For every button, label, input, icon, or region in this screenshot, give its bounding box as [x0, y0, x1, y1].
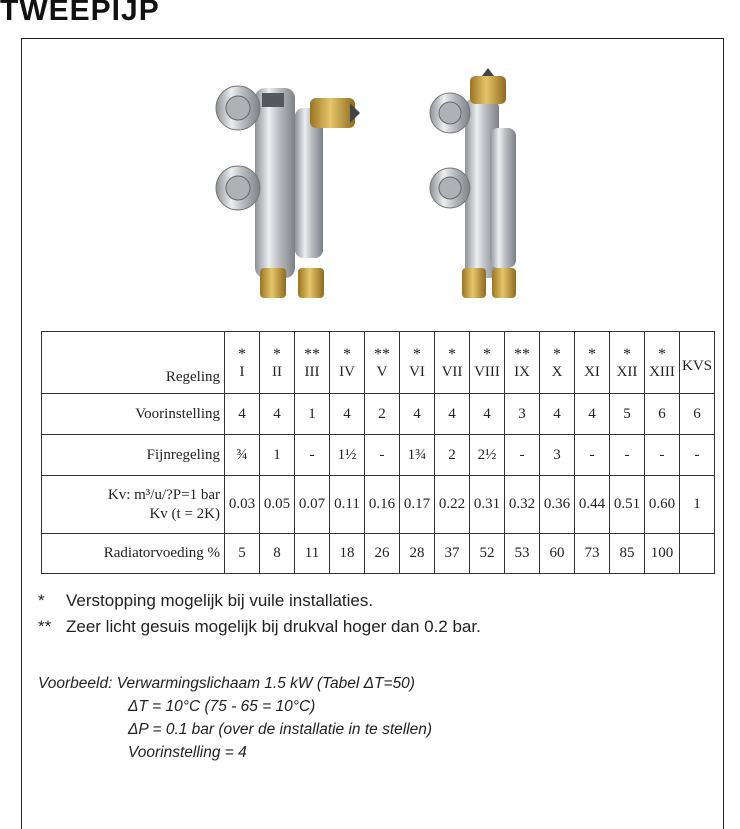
header-label: Regeling	[42, 332, 225, 394]
table-cell: 100	[645, 534, 680, 574]
table-cell	[680, 534, 715, 574]
table-cell: 1	[260, 435, 295, 476]
table-cell: 0.03	[225, 476, 260, 534]
table-cell: 4	[225, 394, 260, 435]
col-header: * XII	[610, 332, 645, 394]
table-cell: 1¾	[400, 435, 435, 476]
example-block	[38, 672, 432, 764]
table-cell: 0.31	[470, 476, 505, 534]
table-cell: -	[645, 435, 680, 476]
table-cell: 4	[575, 394, 610, 435]
regulation-table	[41, 331, 715, 574]
col-header: * XIII	[645, 332, 680, 394]
row-label: Voorinstelling	[42, 394, 225, 435]
table-cell: 26	[365, 534, 400, 574]
table-cell: 0.22	[435, 476, 470, 534]
table-cell: 0.07	[295, 476, 330, 534]
col-header: * IV	[330, 332, 365, 394]
table-row	[42, 435, 715, 476]
table-cell: -	[680, 435, 715, 476]
footnote-text: Verstopping mogelijk bij vuile installaties.	[66, 591, 374, 610]
table-cell: 2	[435, 435, 470, 476]
col-header: KVS	[680, 332, 715, 394]
table-cell: 1	[680, 476, 715, 534]
table-cell: 8	[260, 534, 295, 574]
table-header-row	[42, 332, 715, 394]
col-header: * VI	[400, 332, 435, 394]
table-cell: 4	[330, 394, 365, 435]
kv-label-line2: Kv (t = 2K)	[149, 505, 220, 522]
row-label: Fijnregeling	[42, 435, 225, 476]
table-row	[42, 394, 715, 435]
table-cell: 18	[330, 534, 365, 574]
kv-label-line1: Kv: m³/u/?P=1 bar	[107, 486, 220, 503]
table-cell: -	[295, 435, 330, 476]
table-cell: 5	[225, 534, 260, 574]
table-cell: 0.51	[610, 476, 645, 534]
table-cell: 28	[400, 534, 435, 574]
col-header: * VIII	[470, 332, 505, 394]
row-label: Radiatorvoeding %	[42, 534, 225, 574]
table-cell: -	[505, 435, 540, 476]
row-label	[42, 476, 225, 534]
table-cell: 4	[470, 394, 505, 435]
table-cell: -	[575, 435, 610, 476]
table-cell: 85	[610, 534, 645, 574]
col-header: * I	[225, 332, 260, 394]
example-line: ΔP = 0.1 bar (over de installatie in te stellen)	[128, 721, 433, 738]
table-cell: 0.44	[575, 476, 610, 534]
table-cell: 2½	[470, 435, 505, 476]
table-row	[42, 476, 715, 534]
table-cell: 1½	[330, 435, 365, 476]
table-cell: 4	[435, 394, 470, 435]
footnote-mark: *	[38, 591, 45, 610]
table-cell: 6	[680, 394, 715, 435]
table-cell: 1	[295, 394, 330, 435]
left-valve-image	[216, 86, 360, 298]
footnote-mark: **	[38, 617, 52, 636]
col-header: * X	[540, 332, 575, 394]
table-cell: 0.60	[645, 476, 680, 534]
table-cell: 73	[575, 534, 610, 574]
table-cell: 3	[505, 394, 540, 435]
table-cell: 6	[645, 394, 680, 435]
table-cell: ¾	[225, 435, 260, 476]
table-cell: 52	[470, 534, 505, 574]
table-cell: 4	[540, 394, 575, 435]
table-cell: 0.36	[540, 476, 575, 534]
table-cell: 11	[295, 534, 330, 574]
right-valve-image	[430, 68, 516, 298]
table-cell: 0.17	[400, 476, 435, 534]
table-cell: 53	[505, 534, 540, 574]
table-cell: 4	[400, 394, 435, 435]
table-cell: 60	[540, 534, 575, 574]
example-line: ΔT = 10°C (75 - 65 = 10°C)	[128, 698, 316, 715]
col-header: * XI	[575, 332, 610, 394]
table-cell: -	[365, 435, 400, 476]
col-header: * II	[260, 332, 295, 394]
example-line: Voorbeeld: Verwarmingslichaam 1.5 kW (Tabel ΔT=50)	[38, 675, 415, 692]
col-header: * VII	[435, 332, 470, 394]
table-cell: 37	[435, 534, 470, 574]
footnotes	[38, 588, 481, 640]
table-cell: 0.11	[330, 476, 365, 534]
col-header: ** III	[295, 332, 330, 394]
table-cell: 2	[365, 394, 400, 435]
table-cell: 3	[540, 435, 575, 476]
footnote	[38, 588, 481, 614]
table-cell: 4	[260, 394, 295, 435]
footnote-text: Zeer licht gesuis mogelijk bij drukval hoger dan 0.2 bar.	[66, 617, 481, 636]
table-cell: 0.16	[365, 476, 400, 534]
table-cell: 5	[610, 394, 645, 435]
page-title: TWEEPIJP	[0, 0, 160, 27]
table-row	[42, 534, 715, 574]
col-header: ** V	[365, 332, 400, 394]
valve-product-images	[200, 68, 540, 308]
table-cell: 0.05	[260, 476, 295, 534]
col-header: ** IX	[505, 332, 540, 394]
footnote	[38, 614, 481, 640]
table-cell: 0.32	[505, 476, 540, 534]
example-line: Voorinstelling = 4	[128, 744, 247, 761]
table-cell: -	[610, 435, 645, 476]
